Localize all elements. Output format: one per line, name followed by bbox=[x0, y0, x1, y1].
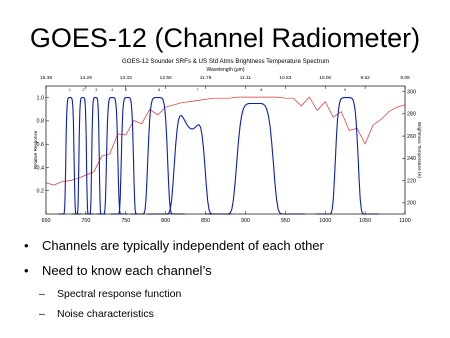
srf-curve-channel-9 bbox=[316, 98, 378, 214]
x-tick-label: 1100 bbox=[399, 218, 411, 224]
x-tick-label: 650 bbox=[41, 218, 51, 224]
bullet-item bbox=[24, 238, 434, 255]
x-tick-label: 950 bbox=[280, 218, 290, 224]
channel-number: 2 bbox=[82, 88, 85, 92]
top-tick-label: 10.00 bbox=[319, 76, 332, 81]
sub-bullet-marker: – bbox=[39, 308, 45, 320]
top-tick-label: 11.11 bbox=[239, 76, 252, 81]
y-axis-label: Relative Response bbox=[33, 130, 38, 170]
y-tick-label: 0.2 bbox=[36, 188, 44, 195]
y2-tick-label: 220 bbox=[407, 178, 416, 185]
x-tick-label: 900 bbox=[240, 218, 250, 224]
srf-curve-channel-8 bbox=[205, 104, 305, 215]
top-tick-label: 9.09 bbox=[400, 76, 410, 81]
y2-tick-label: 300 bbox=[407, 89, 416, 96]
sub-bullet-text: Noise characteristics bbox=[57, 308, 154, 320]
bullet-text: Need to know each channel’s bbox=[42, 263, 212, 278]
top-tick-label: 13.33 bbox=[119, 76, 132, 81]
top-axis-label: Wavelength (μm) bbox=[206, 67, 245, 73]
top-tick-label: 10.53 bbox=[279, 76, 292, 81]
x-tick-label: 800 bbox=[161, 218, 171, 224]
srf-curve-channel-5 bbox=[111, 98, 144, 214]
top-tick-label: 11.76 bbox=[199, 76, 212, 81]
sub-bullet-item bbox=[24, 288, 434, 301]
sub-bullet-item bbox=[24, 308, 434, 321]
y-tick-label: 0.8 bbox=[36, 118, 44, 125]
top-tick-label: 14.29 bbox=[79, 76, 92, 81]
srf-figure bbox=[32, 56, 422, 232]
top-tick-label: 15.38 bbox=[39, 76, 53, 81]
channel-number: 1 bbox=[68, 88, 71, 92]
chart-title: GOES-12 Sounder SRFs & US Std Atms Brightness Temperature Spectrum bbox=[121, 58, 330, 65]
sub-bullet-text: Spectral response function bbox=[57, 288, 182, 300]
x-tick-label: 1050 bbox=[359, 218, 372, 224]
channel-number: 7 bbox=[196, 88, 199, 92]
srf-curve-channel-7 bbox=[148, 116, 231, 215]
y2-tick-label: 280 bbox=[407, 111, 416, 118]
srf-curve-channel-2 bbox=[72, 98, 93, 214]
x-tick-label: 750 bbox=[121, 218, 131, 224]
y2-tick-label: 200 bbox=[407, 200, 416, 207]
y-tick-label: 0.6 bbox=[36, 141, 44, 148]
top-tick-label: 12.50 bbox=[159, 76, 172, 81]
x-tick-label: 850 bbox=[201, 218, 211, 224]
y2-tick-label: 260 bbox=[407, 133, 416, 140]
bullet-marker: • bbox=[24, 238, 29, 253]
bullet-text: Channels are typically independent of each other bbox=[42, 238, 324, 253]
channel-number: 3 bbox=[95, 88, 98, 92]
slide-title: GOES-12 (Channel Radiometer) bbox=[29, 23, 421, 53]
sub-bullet-marker: – bbox=[39, 288, 45, 300]
channel-number: 6 bbox=[158, 88, 161, 92]
y-tick-label: 1.0 bbox=[36, 95, 44, 102]
y2-tick-label: 240 bbox=[407, 156, 416, 163]
x-tick-label: 1000 bbox=[319, 218, 332, 224]
bullet-marker: • bbox=[24, 263, 29, 278]
y-tick-label: 0.4 bbox=[36, 165, 44, 172]
channel-number: 8 bbox=[260, 88, 263, 92]
srf-chart bbox=[32, 56, 422, 232]
channel-number: 9 bbox=[344, 88, 347, 92]
channel-number: 4 bbox=[111, 88, 114, 92]
bullet-list bbox=[24, 238, 434, 328]
bullet-item bbox=[24, 263, 434, 280]
top-tick-label: 9.52 bbox=[360, 76, 370, 81]
y2-axis-label: Brightness Temperature (K) bbox=[417, 121, 422, 179]
channel-number: 5 bbox=[124, 88, 127, 92]
x-tick-label: 700 bbox=[81, 218, 91, 224]
